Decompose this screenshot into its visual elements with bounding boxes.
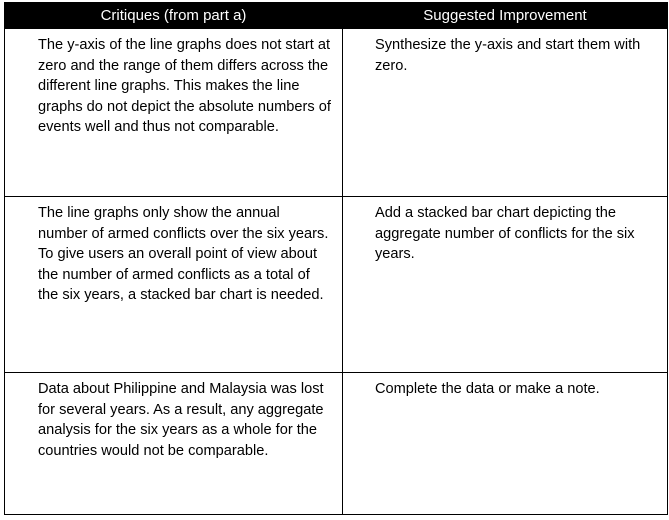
table-row	[5, 29, 668, 197]
improvement-cell: Add a stacked bar chart depicting the aggregate number of conflicts for the six years.	[343, 197, 668, 373]
header-row	[5, 3, 668, 29]
critique-cell: Data about Philippine and Malaysia was lost for several years. As a result, any aggregate analysis for the six years as a whole for the countries would not be comparable.	[5, 373, 343, 515]
improvement-cell: Complete the data or make a note.	[343, 373, 668, 515]
critique-column-header: Critiques (from part a)	[5, 3, 343, 29]
improvement-column-header: Suggested Improvement	[343, 3, 668, 29]
critique-table	[4, 2, 668, 515]
table-row	[5, 197, 668, 373]
critique-cell: The y-axis of the line graphs does not start at zero and the range of them differs across the different line graphs. This makes the line graphs do not depict the absolute numbers of events well and thus not comparable.	[5, 29, 343, 197]
table-body	[5, 29, 668, 515]
critique-cell: The line graphs only show the annual number of armed conflicts over the six years. To give users an overall point of view about the number of armed conflicts as a total of the six years, a stacked bar chart is needed.	[5, 197, 343, 373]
improvement-cell: Synthesize the y-axis and start them with zero.	[343, 29, 668, 197]
table-row	[5, 373, 668, 515]
table-header	[5, 3, 668, 29]
